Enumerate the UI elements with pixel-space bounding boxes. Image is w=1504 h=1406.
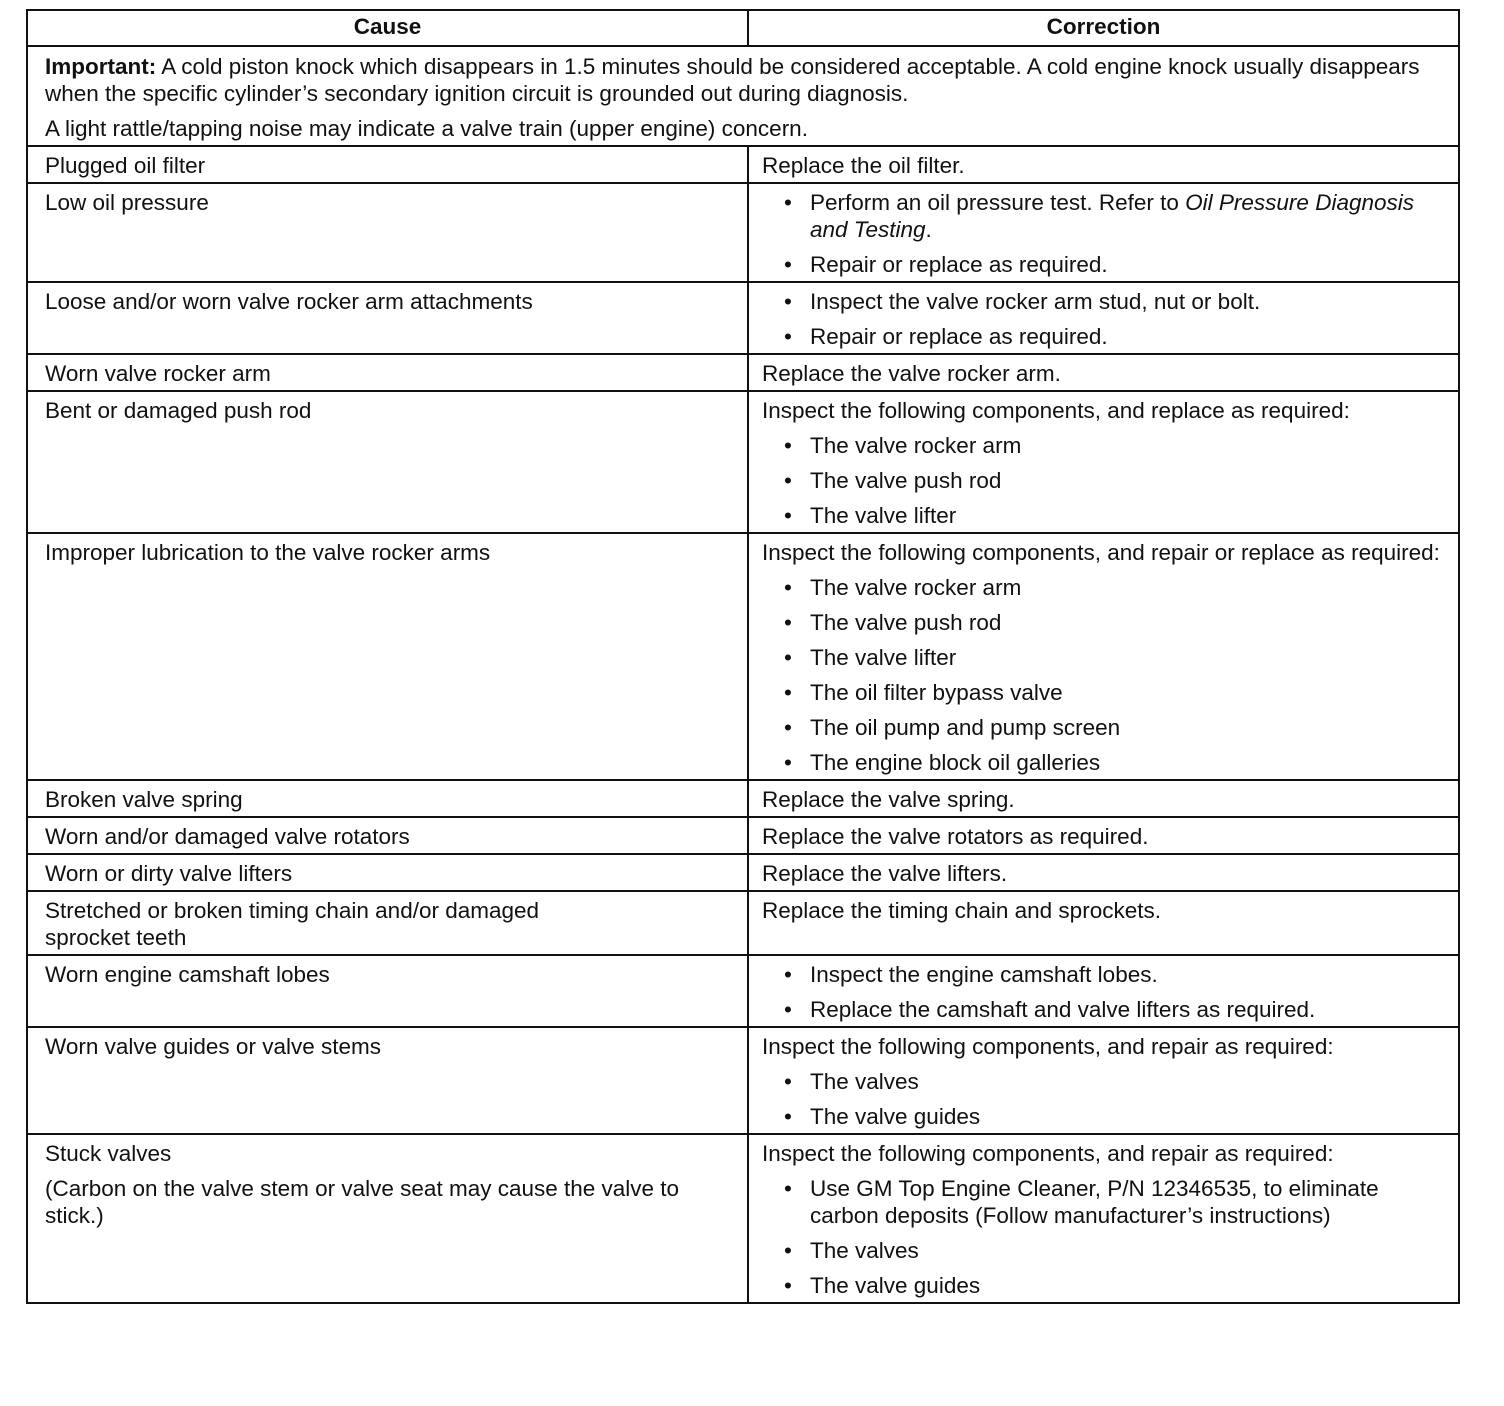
cause-cell: Low oil pressure <box>27 183 748 282</box>
list-item: • The valve guides <box>762 1272 1448 1299</box>
list-item: • The valve push rod <box>762 467 1448 494</box>
list-item: • The valve lifter <box>762 644 1448 671</box>
important-text: A cold piston knock which disappears in 1.5 minutes should be considered acceptable. A cold engine knock usually disappears when the specific cylinder’s secondary ignition circuit is grounded out during diagnosis. <box>45 54 1420 106</box>
list-item <box>762 189 1448 243</box>
correction-intro: Inspect the following components, and repair as required: <box>762 1034 1334 1059</box>
correction-list <box>762 189 1448 278</box>
table-row <box>27 1134 1459 1303</box>
header-row <box>27 10 1459 46</box>
cause-text: Stretched or broken timing chain and/or damaged sprocket teeth <box>45 898 540 950</box>
list-item: • Repair or replace as required. <box>762 323 1448 350</box>
list-item: • Inspect the engine camshaft lobes. <box>762 961 1448 988</box>
correction-cell <box>748 533 1459 780</box>
important-note-cell <box>27 46 1459 146</box>
correction-cell <box>748 183 1459 282</box>
table-row <box>27 533 1459 780</box>
list-item: • The oil filter bypass valve <box>762 679 1448 706</box>
table-row <box>27 955 1459 1027</box>
cause-cell: Bent or damaged push rod <box>27 391 748 533</box>
correction-cell: Replace the valve spring. <box>748 780 1459 817</box>
correction-cell: Replace the valve rocker arm. <box>748 354 1459 391</box>
correction-cell <box>748 1027 1459 1134</box>
list-item: • The valve push rod <box>762 609 1448 636</box>
correction-intro: Inspect the following components, and repair as required: <box>762 1141 1334 1166</box>
list-item: • Repair or replace as required. <box>762 251 1448 278</box>
cause-cell: Broken valve spring <box>27 780 748 817</box>
correction-list <box>762 432 1448 529</box>
list-item: • The oil pump and pump screen <box>762 714 1448 741</box>
correction-cell <box>748 955 1459 1027</box>
cause-cell: Worn or dirty valve lifters <box>27 854 748 891</box>
correction-cell <box>748 391 1459 533</box>
correction-column-header: Correction <box>748 10 1459 46</box>
table-row <box>27 854 1459 891</box>
table-row <box>27 146 1459 183</box>
table-row <box>27 1027 1459 1134</box>
list-item-text: Perform an oil pressure test. Refer to <box>810 190 1186 215</box>
important-paragraph-2: A light rattle/tapping noise may indicate a valve train (upper engine) concern. <box>45 116 808 141</box>
correction-intro: Inspect the following components, and replace as required: <box>762 398 1350 423</box>
cause-cell <box>27 1134 748 1303</box>
cause-cell: Loose and/or worn valve rocker arm attachments <box>27 282 748 354</box>
correction-list <box>762 574 1448 776</box>
correction-cell: Replace the valve rotators as required. <box>748 817 1459 854</box>
list-item: • The valve rocker arm <box>762 574 1448 601</box>
important-paragraph <box>45 53 1448 107</box>
cause-cell: Improper lubrication to the valve rocker arms <box>27 533 748 780</box>
list-item: • The valves <box>762 1068 1448 1095</box>
diagnosis-table <box>26 9 1460 1304</box>
table-row <box>27 391 1459 533</box>
table-row <box>27 354 1459 391</box>
reference-link-text: Oil Pressure Diagnosis and Testing <box>810 190 1414 242</box>
important-label: Important: <box>45 54 157 79</box>
table-row <box>27 817 1459 854</box>
correction-list <box>762 1068 1448 1130</box>
table-row <box>27 891 1459 955</box>
list-item: • Use GM Top Engine Cleaner, P/N 12346535, to eliminate carbon deposits (Follow manufacturer’s instructions) <box>762 1175 1448 1229</box>
cause-cell: Worn valve guides or valve stems <box>27 1027 748 1134</box>
cause-text: Stuck valves <box>45 1141 172 1166</box>
correction-intro: Inspect the following components, and repair or replace as required: <box>762 540 1440 565</box>
list-item-end: . <box>925 217 932 242</box>
list-item: • The valve lifter <box>762 502 1448 529</box>
table-row <box>27 183 1459 282</box>
cause-note: (Carbon on the valve stem or valve seat may cause the valve to stick.) <box>45 1176 680 1228</box>
list-item: • Replace the camshaft and valve lifters as required. <box>762 996 1448 1023</box>
cause-column-header: Cause <box>27 10 748 46</box>
cause-cell <box>27 891 748 955</box>
list-item: • The valve rocker arm <box>762 432 1448 459</box>
cause-cell: Worn engine camshaft lobes <box>27 955 748 1027</box>
list-item: • The engine block oil galleries <box>762 749 1448 776</box>
cause-cell: Worn valve rocker arm <box>27 354 748 391</box>
list-item: • The valve guides <box>762 1103 1448 1130</box>
correction-cell: Replace the valve lifters. <box>748 854 1459 891</box>
list-item: • Inspect the valve rocker arm stud, nut or bolt. <box>762 288 1448 315</box>
important-note-row <box>27 46 1459 146</box>
correction-list <box>762 1175 1448 1299</box>
correction-cell <box>748 282 1459 354</box>
correction-cell: Replace the timing chain and sprockets. <box>748 891 1459 955</box>
correction-cell <box>748 1134 1459 1303</box>
correction-list <box>762 961 1448 1023</box>
cause-cell: Plugged oil filter <box>27 146 748 183</box>
cause-cell: Worn and/or damaged valve rotators <box>27 817 748 854</box>
correction-cell: Replace the oil filter. <box>748 146 1459 183</box>
table-row <box>27 780 1459 817</box>
table-row <box>27 282 1459 354</box>
correction-list <box>762 288 1448 350</box>
list-item: • The valves <box>762 1237 1448 1264</box>
